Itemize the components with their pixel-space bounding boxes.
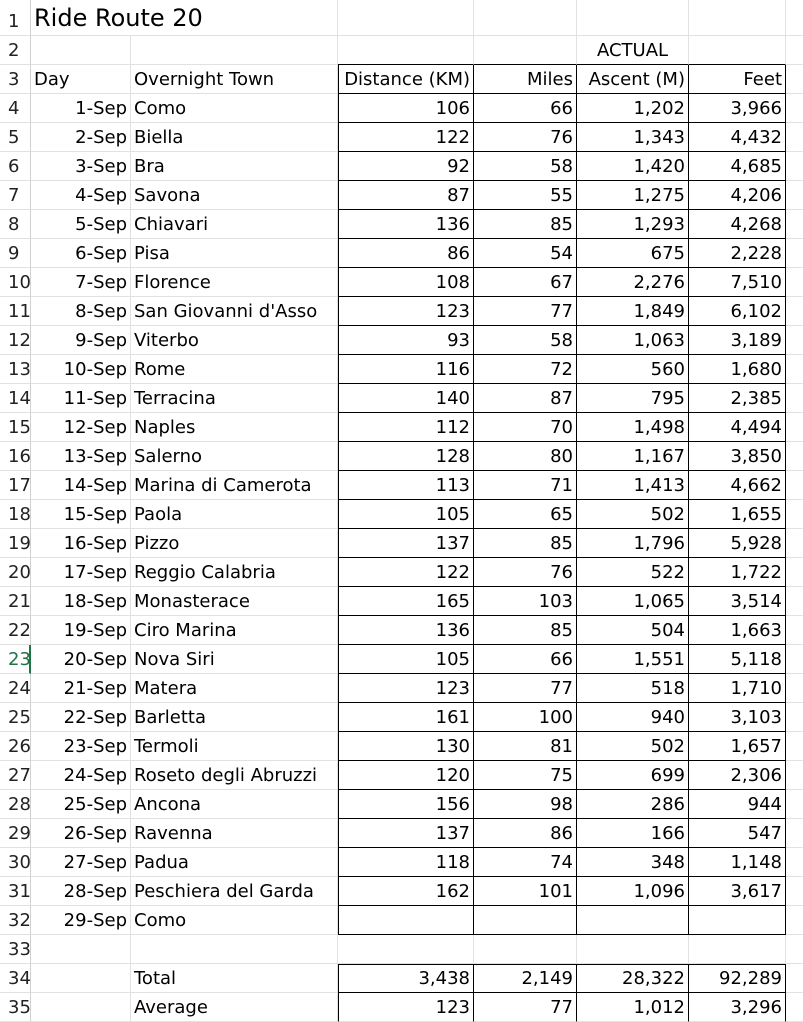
cell-ascent[interactable]: 166 xyxy=(577,819,689,848)
cell-day[interactable]: 10-Sep xyxy=(31,355,131,384)
cell-miles[interactable]: 70 xyxy=(474,413,577,442)
cell-day[interactable]: 25-Sep xyxy=(31,790,131,819)
row-header-26[interactable]: 26 xyxy=(0,732,31,761)
cell-ascent[interactable]: 940 xyxy=(577,703,689,732)
cell-town[interactable]: Barletta xyxy=(131,703,338,732)
cell[interactable] xyxy=(786,877,803,906)
cell-feet[interactable]: 3,617 xyxy=(689,877,786,906)
cell[interactable] xyxy=(689,36,786,65)
row-header-28[interactable]: 28 xyxy=(0,790,31,819)
cell-day[interactable]: 19-Sep xyxy=(31,616,131,645)
row-header-32[interactable]: 32 xyxy=(0,906,31,935)
cell-distance[interactable]: 93 xyxy=(338,326,474,355)
cell[interactable] xyxy=(786,65,803,94)
cell-miles[interactable]: 85 xyxy=(474,616,577,645)
cell[interactable] xyxy=(786,732,803,761)
cell[interactable] xyxy=(786,442,803,471)
cell-town[interactable]: Pizzo xyxy=(131,529,338,558)
cell[interactable] xyxy=(338,36,474,65)
cell-day[interactable]: 27-Sep xyxy=(31,848,131,877)
row-header-30[interactable]: 30 xyxy=(0,848,31,877)
cell-ascent[interactable]: 502 xyxy=(577,500,689,529)
cell-day[interactable]: 29-Sep xyxy=(31,906,131,935)
cell-feet[interactable]: 7,510 xyxy=(689,268,786,297)
cell[interactable] xyxy=(31,964,131,993)
cell-day[interactable]: 3-Sep xyxy=(31,152,131,181)
cell-distance[interactable]: 120 xyxy=(338,761,474,790)
cell[interactable] xyxy=(786,703,803,732)
cell-feet[interactable]: 4,685 xyxy=(689,152,786,181)
cell-ascent[interactable]: 699 xyxy=(577,761,689,790)
cell[interactable] xyxy=(786,181,803,210)
cell-town[interactable]: Termoli xyxy=(131,732,338,761)
cell[interactable] xyxy=(786,964,803,993)
cell-town[interactable]: Chiavari xyxy=(131,210,338,239)
cell[interactable] xyxy=(689,0,786,36)
cell-distance[interactable]: 140 xyxy=(338,384,474,413)
cell-miles[interactable]: 76 xyxy=(474,558,577,587)
cell-miles[interactable]: 86 xyxy=(474,819,577,848)
cell-town[interactable]: Pisa xyxy=(131,239,338,268)
cell-feet[interactable]: 5,118 xyxy=(689,645,786,674)
cell-distance[interactable]: 122 xyxy=(338,558,474,587)
cell-town[interactable]: Matera xyxy=(131,674,338,703)
cell-ascent[interactable]: 675 xyxy=(577,239,689,268)
cell-ascent[interactable] xyxy=(577,906,689,935)
cell-distance[interactable]: 123 xyxy=(338,674,474,703)
cell[interactable] xyxy=(131,935,338,964)
cell[interactable] xyxy=(786,471,803,500)
cell[interactable] xyxy=(786,123,803,152)
cell-miles[interactable]: 85 xyxy=(474,210,577,239)
row-header-10[interactable]: 10 xyxy=(0,268,31,297)
cell-ascent[interactable]: 1,167 xyxy=(577,442,689,471)
cell[interactable] xyxy=(786,36,803,65)
row-header-31[interactable]: 31 xyxy=(0,877,31,906)
cell-feet[interactable]: 5,928 xyxy=(689,529,786,558)
cell-distance[interactable]: 156 xyxy=(338,790,474,819)
cell-day[interactable]: 12-Sep xyxy=(31,413,131,442)
cell[interactable] xyxy=(786,645,803,674)
cell-ascent[interactable]: 1,063 xyxy=(577,326,689,355)
cell[interactable] xyxy=(786,210,803,239)
cell-ascent[interactable]: 1,065 xyxy=(577,587,689,616)
cell-ascent[interactable]: 348 xyxy=(577,848,689,877)
cell-distance[interactable]: 122 xyxy=(338,123,474,152)
cell-feet[interactable]: 4,494 xyxy=(689,413,786,442)
cell-distance[interactable]: 130 xyxy=(338,732,474,761)
cell-distance[interactable]: 136 xyxy=(338,616,474,645)
cell-ascent[interactable]: 1,498 xyxy=(577,413,689,442)
row-header-11[interactable]: 11 xyxy=(0,297,31,326)
cell-miles[interactable]: 76 xyxy=(474,123,577,152)
cell-feet[interactable]: 3,189 xyxy=(689,326,786,355)
cell-town[interactable]: Como xyxy=(131,94,338,123)
cell[interactable] xyxy=(577,0,689,36)
cell-day[interactable]: 11-Sep xyxy=(31,384,131,413)
cell[interactable] xyxy=(474,36,577,65)
cell-feet[interactable]: 2,228 xyxy=(689,239,786,268)
cell-town[interactable]: Nova Siri xyxy=(131,645,338,674)
cell-miles[interactable]: 81 xyxy=(474,732,577,761)
cell[interactable] xyxy=(786,558,803,587)
cell[interactable] xyxy=(786,529,803,558)
row-header-18[interactable]: 18 xyxy=(0,500,31,529)
cell-distance[interactable]: 113 xyxy=(338,471,474,500)
cell[interactable] xyxy=(786,587,803,616)
cell[interactable] xyxy=(786,819,803,848)
cell-ascent[interactable]: 1,343 xyxy=(577,123,689,152)
cell[interactable] xyxy=(786,790,803,819)
row-header-33[interactable]: 33 xyxy=(0,935,31,964)
cell[interactable] xyxy=(786,993,803,1022)
cell-town[interactable]: Salerno xyxy=(131,442,338,471)
cell-day[interactable]: 21-Sep xyxy=(31,674,131,703)
cell-day[interactable]: 23-Sep xyxy=(31,732,131,761)
cell-distance[interactable]: 162 xyxy=(338,877,474,906)
row-header-4[interactable]: 4 xyxy=(0,94,31,123)
cell-distance[interactable]: 112 xyxy=(338,413,474,442)
cell-distance[interactable]: 161 xyxy=(338,703,474,732)
cell-miles[interactable]: 87 xyxy=(474,384,577,413)
row-header-24[interactable]: 24 xyxy=(0,674,31,703)
cell[interactable] xyxy=(786,848,803,877)
header-miles[interactable]: Miles xyxy=(474,65,577,94)
cell-distance[interactable]: 118 xyxy=(338,848,474,877)
row-header-2[interactable]: 2 xyxy=(0,36,31,65)
cell-day[interactable]: 24-Sep xyxy=(31,761,131,790)
cell-feet[interactable]: 4,432 xyxy=(689,123,786,152)
cell-ascent[interactable]: 1,293 xyxy=(577,210,689,239)
cell-feet[interactable]: 1,722 xyxy=(689,558,786,587)
cell-miles[interactable]: 74 xyxy=(474,848,577,877)
cell[interactable] xyxy=(786,94,803,123)
cell-town[interactable]: Ancona xyxy=(131,790,338,819)
cell-ascent[interactable]: 502 xyxy=(577,732,689,761)
cell-day[interactable]: 6-Sep xyxy=(31,239,131,268)
row-header-23[interactable]: 23 xyxy=(0,645,31,674)
total-distance[interactable]: 3,438 xyxy=(338,964,474,993)
header-overnight-town[interactable]: Overnight Town xyxy=(131,65,338,94)
row-header-14[interactable]: 14 xyxy=(0,384,31,413)
cell[interactable] xyxy=(786,935,803,964)
row-header-29[interactable]: 29 xyxy=(0,819,31,848)
header-day[interactable]: Day xyxy=(31,65,131,94)
cell-distance[interactable]: 137 xyxy=(338,529,474,558)
row-header-15[interactable]: 15 xyxy=(0,413,31,442)
cell-feet[interactable]: 3,514 xyxy=(689,587,786,616)
cell-miles[interactable]: 71 xyxy=(474,471,577,500)
cell-day[interactable]: 2-Sep xyxy=(31,123,131,152)
row-header-7[interactable]: 7 xyxy=(0,181,31,210)
cell[interactable] xyxy=(31,36,131,65)
cell-day[interactable]: 5-Sep xyxy=(31,210,131,239)
cell[interactable] xyxy=(786,268,803,297)
row-header-20[interactable]: 20 xyxy=(0,558,31,587)
cell-town[interactable]: Paola xyxy=(131,500,338,529)
cell-day[interactable]: 8-Sep xyxy=(31,297,131,326)
cell-town[interactable]: Savona xyxy=(131,181,338,210)
cell-feet[interactable]: 3,103 xyxy=(689,703,786,732)
cell-miles[interactable]: 55 xyxy=(474,181,577,210)
cell-feet[interactable]: 4,268 xyxy=(689,210,786,239)
cell-feet[interactable]: 1,680 xyxy=(689,355,786,384)
cell-day[interactable]: 1-Sep xyxy=(31,94,131,123)
cell-miles[interactable]: 103 xyxy=(474,587,577,616)
cell-feet[interactable]: 4,662 xyxy=(689,471,786,500)
cell-town[interactable]: Viterbo xyxy=(131,326,338,355)
cell-miles[interactable]: 98 xyxy=(474,790,577,819)
cell-day[interactable]: 17-Sep xyxy=(31,558,131,587)
row-header-13[interactable]: 13 xyxy=(0,355,31,384)
cell-ascent[interactable]: 1,796 xyxy=(577,529,689,558)
cell[interactable] xyxy=(577,935,689,964)
row-header-21[interactable]: 21 xyxy=(0,587,31,616)
cell-town[interactable]: Terracina xyxy=(131,384,338,413)
cell-miles[interactable]: 101 xyxy=(474,877,577,906)
cell-feet[interactable] xyxy=(689,906,786,935)
cell-ascent[interactable]: 795 xyxy=(577,384,689,413)
header-ascent[interactable]: Ascent (M) xyxy=(577,65,689,94)
cell-feet[interactable]: 2,306 xyxy=(689,761,786,790)
cell-town[interactable]: Florence xyxy=(131,268,338,297)
cell-ascent[interactable]: 286 xyxy=(577,790,689,819)
cell-town[interactable]: Marina di Camerota xyxy=(131,471,338,500)
cell[interactable] xyxy=(689,935,786,964)
cell-feet[interactable]: 547 xyxy=(689,819,786,848)
cell-feet[interactable]: 4,206 xyxy=(689,181,786,210)
cell[interactable] xyxy=(786,761,803,790)
total-feet[interactable]: 92,289 xyxy=(689,964,786,993)
cell-feet[interactable]: 6,102 xyxy=(689,297,786,326)
cell-distance[interactable]: 92 xyxy=(338,152,474,181)
cell-miles[interactable]: 77 xyxy=(474,297,577,326)
row-header-17[interactable]: 17 xyxy=(0,471,31,500)
cell[interactable] xyxy=(786,413,803,442)
average-distance[interactable]: 123 xyxy=(338,993,474,1022)
cell-town[interactable]: Ciro Marina xyxy=(131,616,338,645)
row-header-12[interactable]: 12 xyxy=(0,326,31,355)
cell-day[interactable]: 7-Sep xyxy=(31,268,131,297)
cell[interactable] xyxy=(338,935,474,964)
cell-ascent[interactable]: 1,420 xyxy=(577,152,689,181)
cell[interactable] xyxy=(786,297,803,326)
cell[interactable] xyxy=(786,384,803,413)
cell-ascent[interactable]: 1,275 xyxy=(577,181,689,210)
cell[interactable] xyxy=(786,906,803,935)
row-header-3[interactable]: 3 xyxy=(0,65,31,94)
cell-distance[interactable]: 108 xyxy=(338,268,474,297)
cell-feet[interactable]: 1,148 xyxy=(689,848,786,877)
cell-feet[interactable]: 1,663 xyxy=(689,616,786,645)
cell-feet[interactable]: 1,710 xyxy=(689,674,786,703)
cell-miles[interactable]: 58 xyxy=(474,152,577,181)
cell-miles[interactable]: 75 xyxy=(474,761,577,790)
cell[interactable] xyxy=(786,326,803,355)
cell-town[interactable]: Bra xyxy=(131,152,338,181)
cell[interactable] xyxy=(338,0,474,36)
cell-ascent[interactable]: 2,276 xyxy=(577,268,689,297)
cell-ascent[interactable]: 1,096 xyxy=(577,877,689,906)
cell-ascent[interactable]: 560 xyxy=(577,355,689,384)
cell-day[interactable]: 4-Sep xyxy=(31,181,131,210)
cell-miles[interactable]: 58 xyxy=(474,326,577,355)
cell[interactable] xyxy=(474,0,577,36)
cell-day[interactable]: 13-Sep xyxy=(31,442,131,471)
cell-ascent[interactable]: 1,849 xyxy=(577,297,689,326)
row-header-1[interactable]: 1 xyxy=(0,0,31,36)
cell-distance[interactable]: 128 xyxy=(338,442,474,471)
average-miles[interactable]: 77 xyxy=(474,993,577,1022)
cell-feet[interactable]: 2,385 xyxy=(689,384,786,413)
cell-miles[interactable]: 54 xyxy=(474,239,577,268)
cell-distance[interactable]: 105 xyxy=(338,645,474,674)
cell[interactable] xyxy=(786,500,803,529)
total-ascent[interactable]: 28,322 xyxy=(577,964,689,993)
cell-town[interactable]: Como xyxy=(131,906,338,935)
average-label[interactable]: Average xyxy=(131,993,338,1022)
cell-town[interactable]: Naples xyxy=(131,413,338,442)
row-header-35[interactable]: 35 xyxy=(0,993,31,1022)
cell-miles[interactable]: 66 xyxy=(474,94,577,123)
cell-day[interactable]: 28-Sep xyxy=(31,877,131,906)
cell-miles[interactable]: 77 xyxy=(474,674,577,703)
cell-distance[interactable] xyxy=(338,906,474,935)
cell-miles[interactable]: 66 xyxy=(474,645,577,674)
cell-ascent[interactable]: 1,551 xyxy=(577,645,689,674)
cell-day[interactable]: 16-Sep xyxy=(31,529,131,558)
cell-ascent[interactable]: 518 xyxy=(577,674,689,703)
cell[interactable] xyxy=(786,152,803,181)
cell-distance[interactable]: 165 xyxy=(338,587,474,616)
row-header-5[interactable]: 5 xyxy=(0,123,31,152)
cell[interactable] xyxy=(31,993,131,1022)
cell[interactable] xyxy=(131,36,338,65)
cell-town[interactable]: Padua xyxy=(131,848,338,877)
average-ascent[interactable]: 1,012 xyxy=(577,993,689,1022)
cell-miles[interactable]: 85 xyxy=(474,529,577,558)
cell-distance[interactable]: 87 xyxy=(338,181,474,210)
cell-feet[interactable]: 944 xyxy=(689,790,786,819)
cell[interactable] xyxy=(786,674,803,703)
row-header-34[interactable]: 34 xyxy=(0,964,31,993)
cell-day[interactable]: 18-Sep xyxy=(31,587,131,616)
cell-town[interactable]: Roseto degli Abruzzi xyxy=(131,761,338,790)
cell[interactable] xyxy=(474,935,577,964)
total-label[interactable]: Total xyxy=(131,964,338,993)
cell-feet[interactable]: 3,850 xyxy=(689,442,786,471)
row-header-25[interactable]: 25 xyxy=(0,703,31,732)
cell-miles[interactable]: 72 xyxy=(474,355,577,384)
cell[interactable] xyxy=(786,239,803,268)
cell-town[interactable]: Rome xyxy=(131,355,338,384)
header-distance[interactable]: Distance (KM) xyxy=(338,65,474,94)
cell-feet[interactable]: 1,657 xyxy=(689,732,786,761)
cell-distance[interactable]: 116 xyxy=(338,355,474,384)
cell-town[interactable]: Monasterace xyxy=(131,587,338,616)
row-header-22[interactable]: 22 xyxy=(0,616,31,645)
header-feet[interactable]: Feet xyxy=(689,65,786,94)
average-feet[interactable]: 3,296 xyxy=(689,993,786,1022)
cell-day[interactable]: 22-Sep xyxy=(31,703,131,732)
row-header-16[interactable]: 16 xyxy=(0,442,31,471)
row-header-6[interactable]: 6 xyxy=(0,152,31,181)
total-miles[interactable]: 2,149 xyxy=(474,964,577,993)
cell-town[interactable]: Ravenna xyxy=(131,819,338,848)
cell-miles[interactable]: 65 xyxy=(474,500,577,529)
cell-miles[interactable] xyxy=(474,906,577,935)
cell-day[interactable]: 26-Sep xyxy=(31,819,131,848)
cell-ascent[interactable]: 1,413 xyxy=(577,471,689,500)
cell-distance[interactable]: 106 xyxy=(338,94,474,123)
row-header-8[interactable]: 8 xyxy=(0,210,31,239)
cell[interactable] xyxy=(786,0,803,36)
cell[interactable] xyxy=(786,355,803,384)
cell-miles[interactable]: 100 xyxy=(474,703,577,732)
cell-feet[interactable]: 1,655 xyxy=(689,500,786,529)
cell-distance[interactable]: 136 xyxy=(338,210,474,239)
sheet-title[interactable]: Ride Route 20 xyxy=(31,0,131,36)
row-header-27[interactable]: 27 xyxy=(0,761,31,790)
cell-miles[interactable]: 80 xyxy=(474,442,577,471)
cell-town[interactable]: Reggio Calabria xyxy=(131,558,338,587)
cell-day[interactable]: 20-Sep xyxy=(31,645,131,674)
cell-town[interactable]: San Giovanni d'Asso xyxy=(131,297,338,326)
cell-distance[interactable]: 86 xyxy=(338,239,474,268)
cell-ascent[interactable]: 1,202 xyxy=(577,94,689,123)
cell-day[interactable]: 15-Sep xyxy=(31,500,131,529)
actual-header[interactable]: ACTUAL xyxy=(577,36,689,65)
cell-town[interactable]: Biella xyxy=(131,123,338,152)
row-header-9[interactable]: 9 xyxy=(0,239,31,268)
cell[interactable] xyxy=(786,616,803,645)
cell-distance[interactable]: 123 xyxy=(338,297,474,326)
row-header-19[interactable]: 19 xyxy=(0,529,31,558)
cell-distance[interactable]: 105 xyxy=(338,500,474,529)
cell-day[interactable]: 9-Sep xyxy=(31,326,131,355)
cell-town[interactable]: Peschiera del Garda xyxy=(131,877,338,906)
cell-feet[interactable]: 3,966 xyxy=(689,94,786,123)
cell-day[interactable]: 14-Sep xyxy=(31,471,131,500)
cell-ascent[interactable]: 504 xyxy=(577,616,689,645)
cell[interactable] xyxy=(31,935,131,964)
cell-miles[interactable]: 67 xyxy=(474,268,577,297)
cell-ascent[interactable]: 522 xyxy=(577,558,689,587)
cell-distance[interactable]: 137 xyxy=(338,819,474,848)
